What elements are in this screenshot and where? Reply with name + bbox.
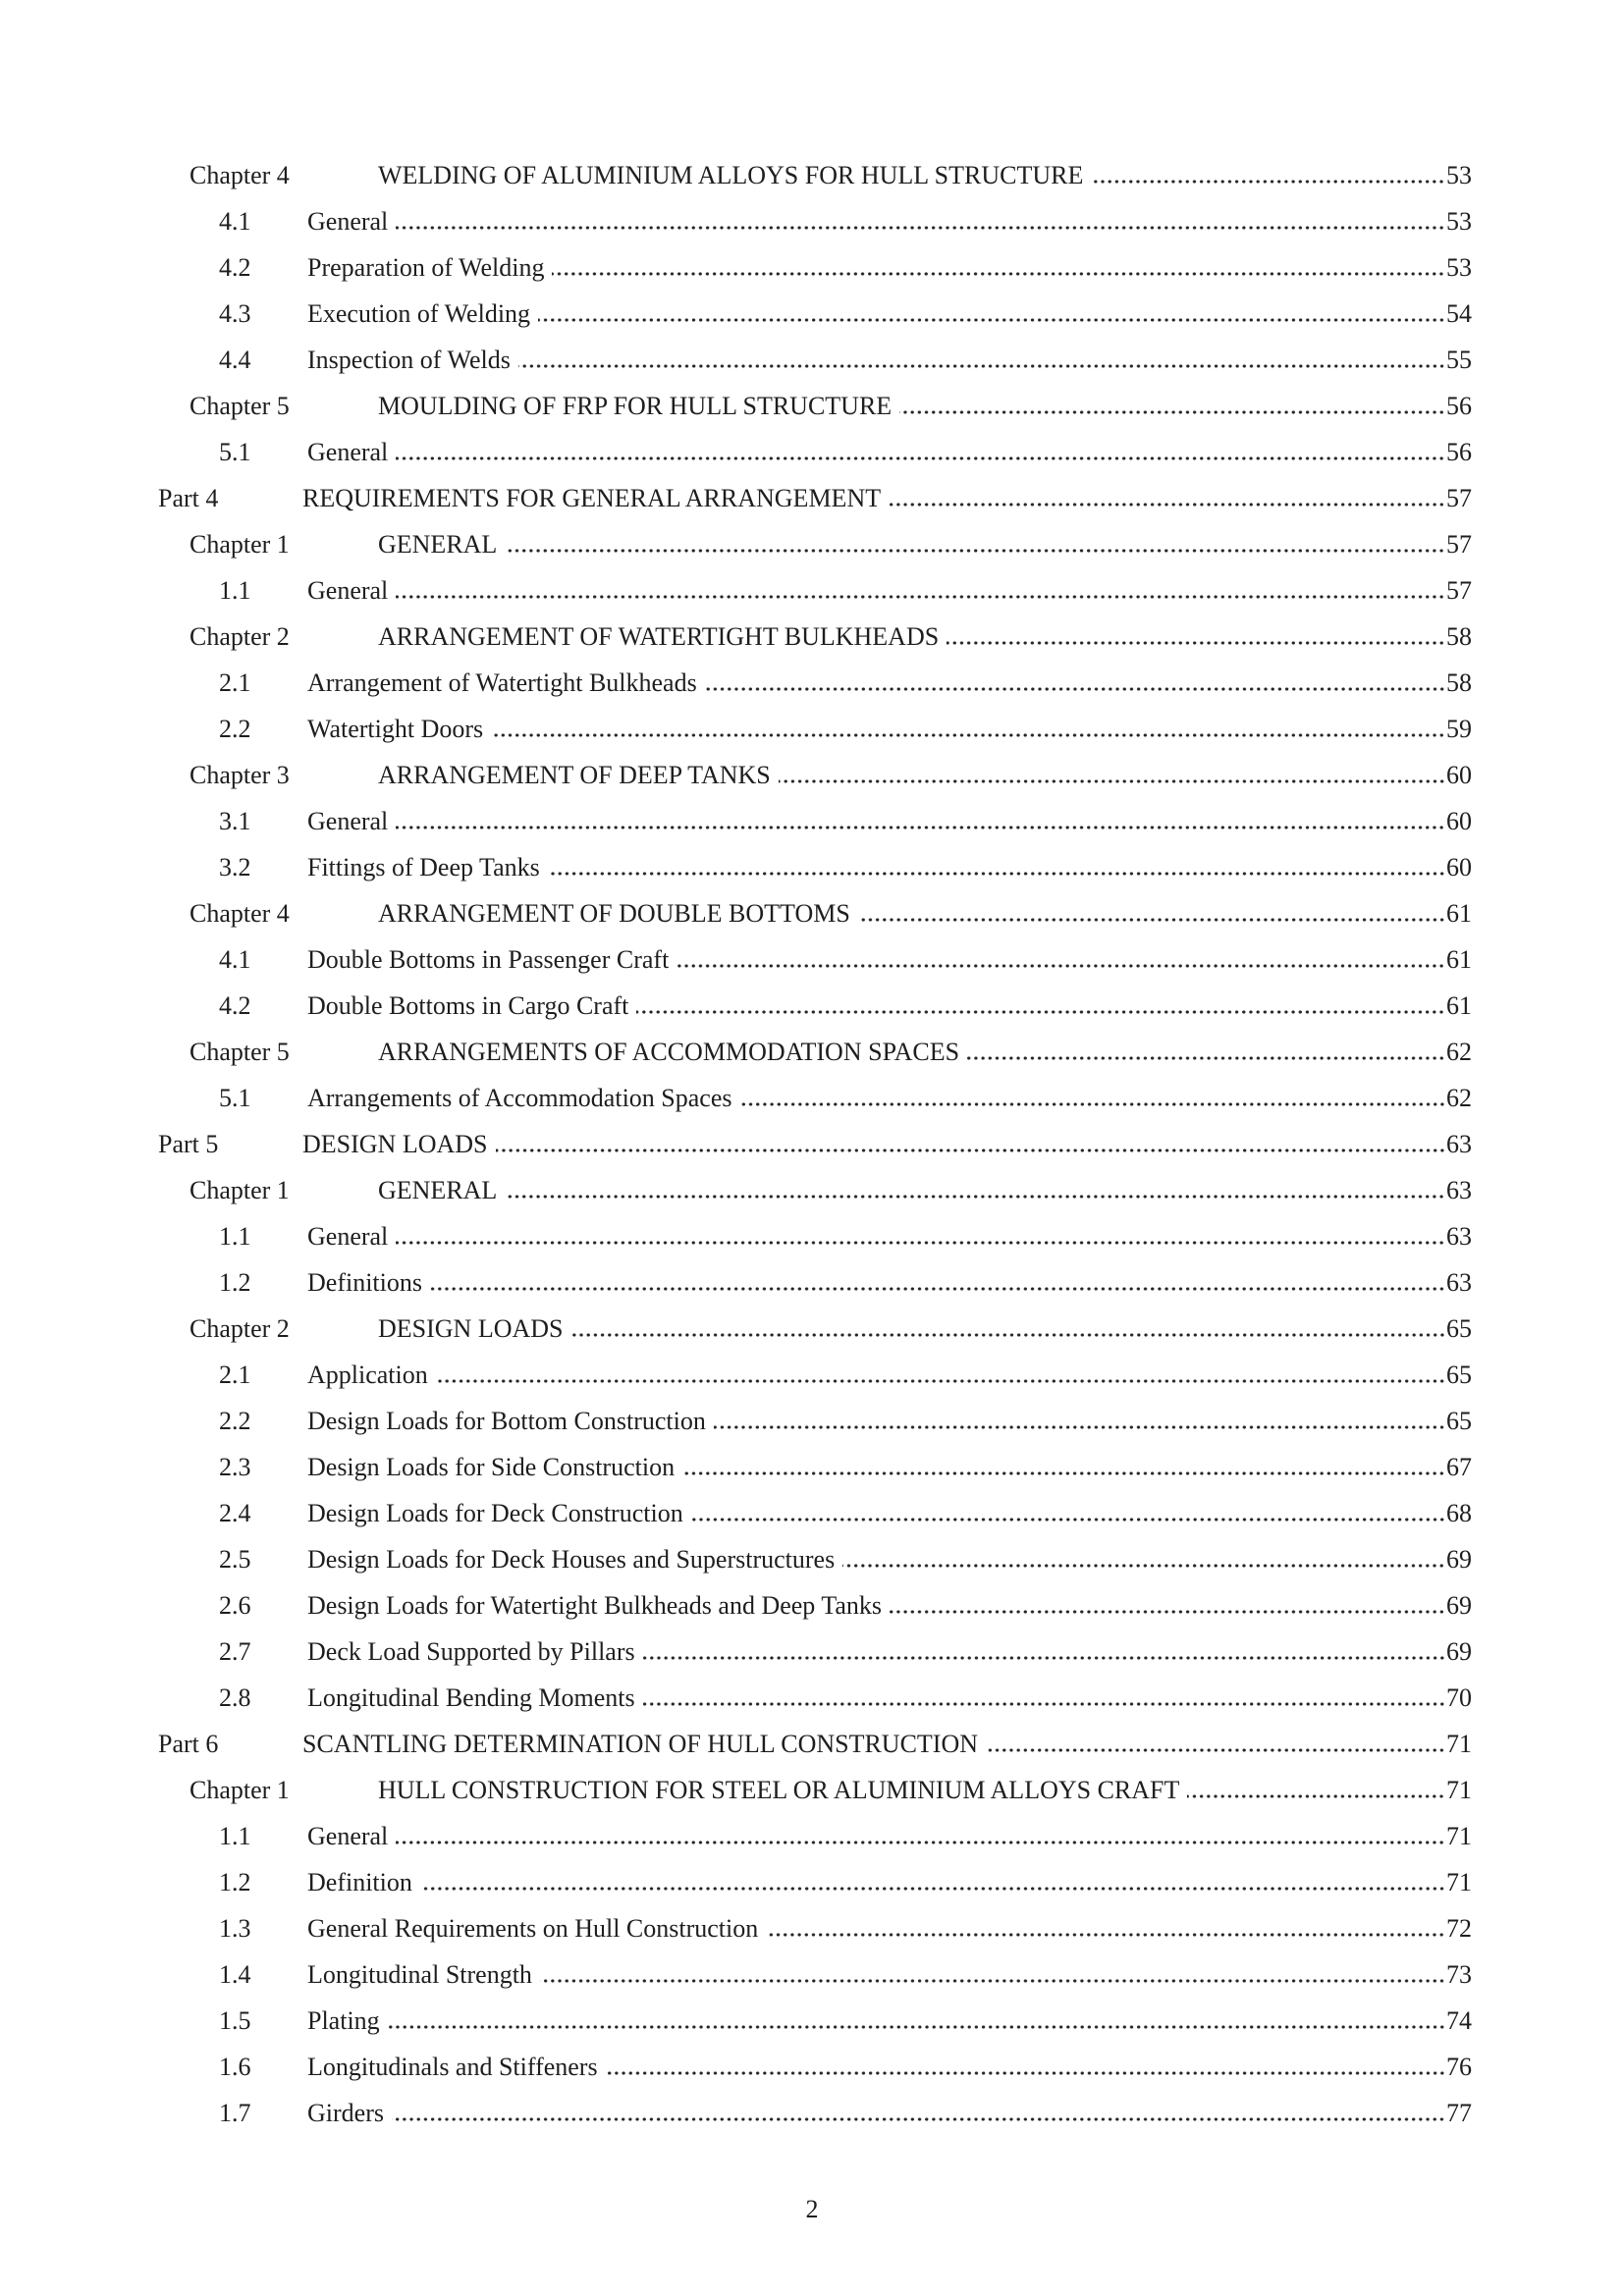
toc-entry-page-number: 68 — [1446, 1499, 1472, 1527]
toc-entry-page-number: 74 — [1446, 2006, 1472, 2035]
toc-entry-title: ARRANGEMENT OF DOUBLE BOTTOMS — [378, 899, 850, 928]
page-number: 2 — [805, 2195, 819, 2223]
toc-entry-page-number: 61 — [1446, 899, 1472, 928]
toc-entry-title: Design Loads for Watertight Bulkheads and Deep Tanks — [307, 1591, 883, 1620]
toc-entry-label: Chapter 1 — [189, 1176, 290, 1204]
toc-entry[interactable] — [0, 1951, 1472, 1998]
toc-entry-title: MOULDING OF FRP FOR HULL STRUCTURE — [378, 392, 893, 420]
toc-entry-title: Longitudinal Bending Moments — [307, 1683, 635, 1712]
toc-entry-page-number: 60 — [1446, 807, 1472, 835]
dot-leader — [705, 687, 1445, 691]
toc-entry-page-number: 77 — [1446, 2099, 1472, 2127]
dot-leader — [396, 226, 1445, 230]
toc-entry-title: SCANTLING DETERMINATION OF HULL CONSTRUCTION — [302, 1730, 979, 1758]
dot-leader — [643, 1656, 1445, 1660]
toc-entry[interactable] — [0, 1767, 1472, 1813]
toc-entry-label: Chapter 1 — [189, 1776, 290, 1804]
toc-entry[interactable] — [0, 383, 1472, 429]
dot-leader — [505, 1195, 1445, 1199]
toc-entry-page-number: 61 — [1446, 945, 1472, 974]
toc-entry-page-number: 63 — [1446, 1222, 1472, 1251]
toc-entry-page-number: 63 — [1446, 1176, 1472, 1204]
toc-entry-title: Double Bottoms in Cargo Craft — [307, 991, 629, 1020]
toc-entry[interactable] — [0, 1121, 1472, 1167]
toc-entry[interactable] — [0, 1167, 1472, 1213]
toc-entry-label: Chapter 4 — [189, 161, 290, 189]
toc-entry-label: Chapter 1 — [189, 530, 290, 559]
toc-entry-page-number: 69 — [1446, 1591, 1472, 1620]
toc-entry-label: 1.4 — [219, 1960, 251, 1989]
toc-entry-page-number: 65 — [1446, 1314, 1472, 1343]
toc-entry-label: 2.3 — [219, 1453, 251, 1481]
dot-leader — [538, 318, 1445, 322]
toc-entry-title: DESIGN LOADS — [302, 1130, 488, 1158]
toc-entry[interactable] — [0, 475, 1472, 521]
toc-entry-title: Arrangement of Watertight Bulkheads — [307, 668, 697, 697]
dot-leader — [986, 1748, 1445, 1752]
toc-entry[interactable] — [0, 660, 1472, 706]
toc-entry[interactable] — [0, 337, 1472, 383]
dot-leader — [779, 779, 1445, 783]
toc-entry-label: 2.1 — [219, 1361, 251, 1389]
toc-entry-title: ARRANGEMENT OF WATERTIGHT BULKHEADS — [378, 622, 940, 651]
toc-entry[interactable] — [0, 1859, 1472, 1905]
toc-entry[interactable] — [0, 1352, 1472, 1398]
toc-entry[interactable] — [0, 1259, 1472, 1306]
toc-entry[interactable] — [0, 1490, 1472, 1536]
toc-entry-title: Execution of Welding — [307, 299, 531, 328]
toc-entry-page-number: 69 — [1446, 1545, 1472, 1574]
toc-entry-page-number: 60 — [1446, 853, 1472, 881]
toc-entry-page-number: 71 — [1446, 1868, 1472, 1896]
toc-entry-page-number: 67 — [1446, 1453, 1472, 1481]
toc-entry-label: 2.5 — [219, 1545, 251, 1574]
toc-entry-title: General Requirements on Hull Construction — [307, 1914, 759, 1943]
dot-leader — [691, 1518, 1445, 1522]
toc-entry-title: DESIGN LOADS — [378, 1314, 564, 1343]
toc-entry[interactable] — [0, 567, 1472, 614]
toc-entry-title: Watertight Doors — [307, 715, 484, 743]
toc-entry-label: 5.1 — [219, 1084, 251, 1112]
toc-entry-label: 1.5 — [219, 2006, 251, 2035]
dot-leader — [505, 549, 1445, 553]
dot-leader — [889, 503, 1445, 507]
toc-entry[interactable] — [0, 752, 1472, 798]
toc-entry[interactable] — [0, 244, 1472, 291]
toc-entry-page-number: 62 — [1446, 1038, 1472, 1066]
toc-entry-title: Definitions — [307, 1268, 422, 1297]
toc-entry[interactable] — [0, 1998, 1472, 2044]
toc-entry-label: 1.1 — [219, 1222, 251, 1251]
toc-entry-label: 2.1 — [219, 668, 251, 697]
toc-entry-label: 1.3 — [219, 1914, 251, 1943]
toc-entry-title: ARRANGEMENTS OF ACCOMMODATION SPACES — [378, 1038, 960, 1066]
toc-entry-label: 2.8 — [219, 1683, 251, 1712]
dot-leader — [491, 733, 1445, 737]
toc-entry-label: 3.1 — [219, 807, 251, 835]
toc-entry-label: Part 4 — [158, 484, 219, 512]
toc-entry-label: Chapter 2 — [189, 622, 290, 651]
toc-entry[interactable] — [0, 1813, 1472, 1859]
dot-leader — [766, 1933, 1445, 1937]
toc-entry-label: Part 5 — [158, 1130, 219, 1158]
toc-entry-title: HULL CONSTRUCTION FOR STEEL OR ALUMINIUM ALLOYS CRAFT — [378, 1776, 1180, 1804]
toc-entry-page-number: 71 — [1446, 1776, 1472, 1804]
toc-entry-page-number: 53 — [1446, 207, 1472, 236]
toc-entry[interactable] — [0, 521, 1472, 567]
dot-leader — [1187, 1794, 1445, 1798]
toc-entry[interactable] — [0, 844, 1472, 890]
toc-entry-page-number: 57 — [1446, 530, 1472, 559]
toc-entry-label: Chapter 5 — [189, 392, 290, 420]
toc-entry[interactable] — [0, 2090, 1472, 2136]
toc-entry-title: GENERAL — [378, 1176, 498, 1204]
toc-entry-label: 2.2 — [219, 715, 251, 743]
dot-leader — [682, 1471, 1445, 1475]
dot-leader — [396, 1241, 1445, 1245]
dot-leader — [540, 1979, 1445, 1983]
toc-entry[interactable] — [0, 890, 1472, 936]
toc-entry-label: 4.3 — [219, 299, 251, 328]
toc-entry[interactable] — [0, 983, 1472, 1029]
dot-leader — [571, 1333, 1446, 1337]
toc-entry-label: 4.2 — [219, 991, 251, 1020]
toc-entry-page-number: 54 — [1446, 299, 1472, 328]
toc-entry-label: 4.1 — [219, 207, 251, 236]
toc-entry-title: General — [307, 576, 389, 605]
toc-entry-title: Preparation of Welding — [307, 253, 545, 282]
dot-leader — [552, 272, 1445, 276]
toc-entry-title: General — [307, 438, 389, 466]
dot-leader — [436, 1379, 1445, 1383]
toc-entry-title: Inspection of Welds — [307, 346, 511, 374]
dot-leader — [636, 1010, 1445, 1014]
toc-entry[interactable] — [0, 1213, 1472, 1259]
toc-entry[interactable] — [0, 1582, 1472, 1629]
toc-entry-page-number: 65 — [1446, 1361, 1472, 1389]
toc-entry-page-number: 72 — [1446, 1914, 1472, 1943]
toc-entry[interactable] — [0, 1629, 1472, 1675]
toc-entry-title: Longitudinals and Stiffeners — [307, 2053, 598, 2081]
dot-leader — [677, 964, 1445, 968]
toc-entry-page-number: 58 — [1446, 622, 1472, 651]
dot-leader — [496, 1148, 1446, 1152]
toc-entry[interactable] — [0, 1905, 1472, 1951]
dot-leader — [606, 2071, 1445, 2075]
toc-entry-title: General — [307, 1222, 389, 1251]
toc-entry-title: General — [307, 1822, 389, 1850]
toc-entry[interactable] — [0, 1444, 1472, 1490]
toc-entry-page-number: 59 — [1446, 715, 1472, 743]
toc-entry[interactable] — [0, 1075, 1472, 1121]
toc-entry[interactable] — [0, 152, 1472, 198]
toc-entry-label: 2.6 — [219, 1591, 251, 1620]
dot-leader — [392, 2117, 1445, 2121]
toc-entry[interactable] — [0, 1306, 1472, 1352]
toc-entry-label: 1.1 — [219, 576, 251, 605]
toc-entry-title: Double Bottoms in Passenger Craft — [307, 945, 670, 974]
toc-entry-page-number: 56 — [1446, 438, 1472, 466]
toc-entry-page-number: 53 — [1446, 253, 1472, 282]
toc-entry[interactable] — [0, 429, 1472, 475]
toc-entry[interactable] — [0, 798, 1472, 844]
toc-entry-title: ARRANGEMENT OF DEEP TANKS — [378, 761, 771, 789]
toc-entry-page-number: 57 — [1446, 484, 1472, 512]
dot-leader — [396, 826, 1445, 829]
toc-entry-label: 1.1 — [219, 1822, 251, 1850]
toc-entry-title: WELDING OF ALUMINIUM ALLOYS FOR HULL STRUCTURE — [378, 161, 1084, 189]
toc-entry-page-number: 62 — [1446, 1084, 1472, 1112]
toc-entry[interactable] — [0, 706, 1472, 752]
toc-entry-page-number: 58 — [1446, 668, 1472, 697]
toc-entry[interactable] — [0, 1675, 1472, 1721]
toc-entry-label: Part 6 — [158, 1730, 219, 1758]
dot-leader — [714, 1425, 1445, 1429]
dot-leader — [890, 1610, 1445, 1614]
toc-entry-title: Design Loads for Bottom Construction — [307, 1407, 706, 1435]
toc-entry-page-number: 70 — [1446, 1683, 1472, 1712]
toc-entry-title: General — [307, 807, 389, 835]
toc-entry-title: Definition — [307, 1868, 412, 1896]
dot-leader — [548, 872, 1445, 876]
table-of-contents — [0, 152, 1472, 2136]
toc-entry-page-number: 56 — [1446, 392, 1472, 420]
dot-leader — [842, 1564, 1445, 1568]
toc-entry-label: 2.4 — [219, 1499, 251, 1527]
toc-entry-label: 3.2 — [219, 853, 251, 881]
toc-entry-title: Longitudinal Strength — [307, 1960, 532, 1989]
toc-entry-page-number: 65 — [1446, 1407, 1472, 1435]
toc-entry-label: 1.7 — [219, 2099, 251, 2127]
toc-entry[interactable] — [0, 291, 1472, 337]
toc-entry-label: 1.6 — [219, 2053, 251, 2081]
toc-entry-page-number: 71 — [1446, 1822, 1472, 1850]
toc-entry[interactable] — [0, 2044, 1472, 2090]
toc-entry-title: Design Loads for Deck Houses and Superstructures — [307, 1545, 836, 1574]
toc-entry-label: 2.2 — [219, 1407, 251, 1435]
dot-leader — [643, 1702, 1445, 1706]
toc-entry-label: 2.7 — [219, 1637, 251, 1666]
toc-entry-title: REQUIREMENTS FOR GENERAL ARRANGEMENT — [302, 484, 882, 512]
dot-leader — [947, 641, 1445, 645]
toc-entry[interactable] — [0, 1029, 1472, 1075]
toc-entry-page-number: 63 — [1446, 1268, 1472, 1297]
dot-leader — [420, 1887, 1445, 1891]
toc-entry-page-number: 60 — [1446, 761, 1472, 789]
dot-leader — [518, 364, 1445, 368]
toc-entry-label: 4.1 — [219, 945, 251, 974]
toc-entry-title: Fittings of Deep Tanks — [307, 853, 540, 881]
toc-entry-label: Chapter 5 — [189, 1038, 290, 1066]
toc-entry-page-number: 53 — [1446, 161, 1472, 189]
page-footer — [0, 2186, 1624, 2232]
toc-entry-title: Design Loads for Side Construction — [307, 1453, 676, 1481]
toc-entry-label: Chapter 2 — [189, 1314, 290, 1343]
toc-entry-label: 1.2 — [219, 1868, 251, 1896]
dot-leader — [430, 1287, 1445, 1291]
toc-entry-title: Application — [307, 1361, 428, 1389]
dot-leader — [967, 1056, 1445, 1060]
toc-entry-title: Girders — [307, 2099, 384, 2127]
toc-entry-page-number: 69 — [1446, 1637, 1472, 1666]
toc-entry-label: Chapter 3 — [189, 761, 290, 789]
toc-entry-title: Arrangements of Accommodation Spaces — [307, 1084, 732, 1112]
toc-entry-page-number: 73 — [1446, 1960, 1472, 1989]
toc-entry-label: 4.4 — [219, 346, 251, 374]
toc-entry-title: Design Loads for Deck Construction — [307, 1499, 683, 1527]
toc-entry-page-number: 71 — [1446, 1730, 1472, 1758]
toc-entry-title: Plating — [307, 2006, 380, 2035]
toc-entry[interactable] — [0, 614, 1472, 660]
toc-entry[interactable] — [0, 1721, 1472, 1767]
dot-leader — [858, 918, 1445, 922]
toc-entry-page-number: 57 — [1446, 576, 1472, 605]
toc-entry-title: Deck Load Supported by Pillars — [307, 1637, 635, 1666]
toc-entry[interactable] — [0, 1536, 1472, 1582]
dot-leader — [740, 1102, 1446, 1106]
toc-entry-page-number: 55 — [1446, 346, 1472, 374]
toc-entry[interactable] — [0, 198, 1472, 244]
toc-entry-label: 5.1 — [219, 438, 251, 466]
toc-entry-label: 1.2 — [219, 1268, 251, 1297]
dot-leader — [396, 595, 1445, 599]
dot-leader — [1091, 180, 1445, 184]
toc-entry-page-number: 61 — [1446, 991, 1472, 1020]
dot-leader — [899, 410, 1445, 414]
toc-entry-page-number: 76 — [1446, 2053, 1472, 2081]
toc-entry[interactable] — [0, 936, 1472, 983]
toc-entry-label: 4.2 — [219, 253, 251, 282]
toc-entry-label: Chapter 4 — [189, 899, 290, 928]
toc-entry[interactable] — [0, 1398, 1472, 1444]
toc-entry-title: General — [307, 207, 389, 236]
toc-entry-title: GENERAL — [378, 530, 498, 559]
dot-leader — [396, 456, 1445, 460]
dot-leader — [396, 1841, 1445, 1844]
dot-leader — [388, 2025, 1445, 2029]
toc-entry-page-number: 63 — [1446, 1130, 1472, 1158]
